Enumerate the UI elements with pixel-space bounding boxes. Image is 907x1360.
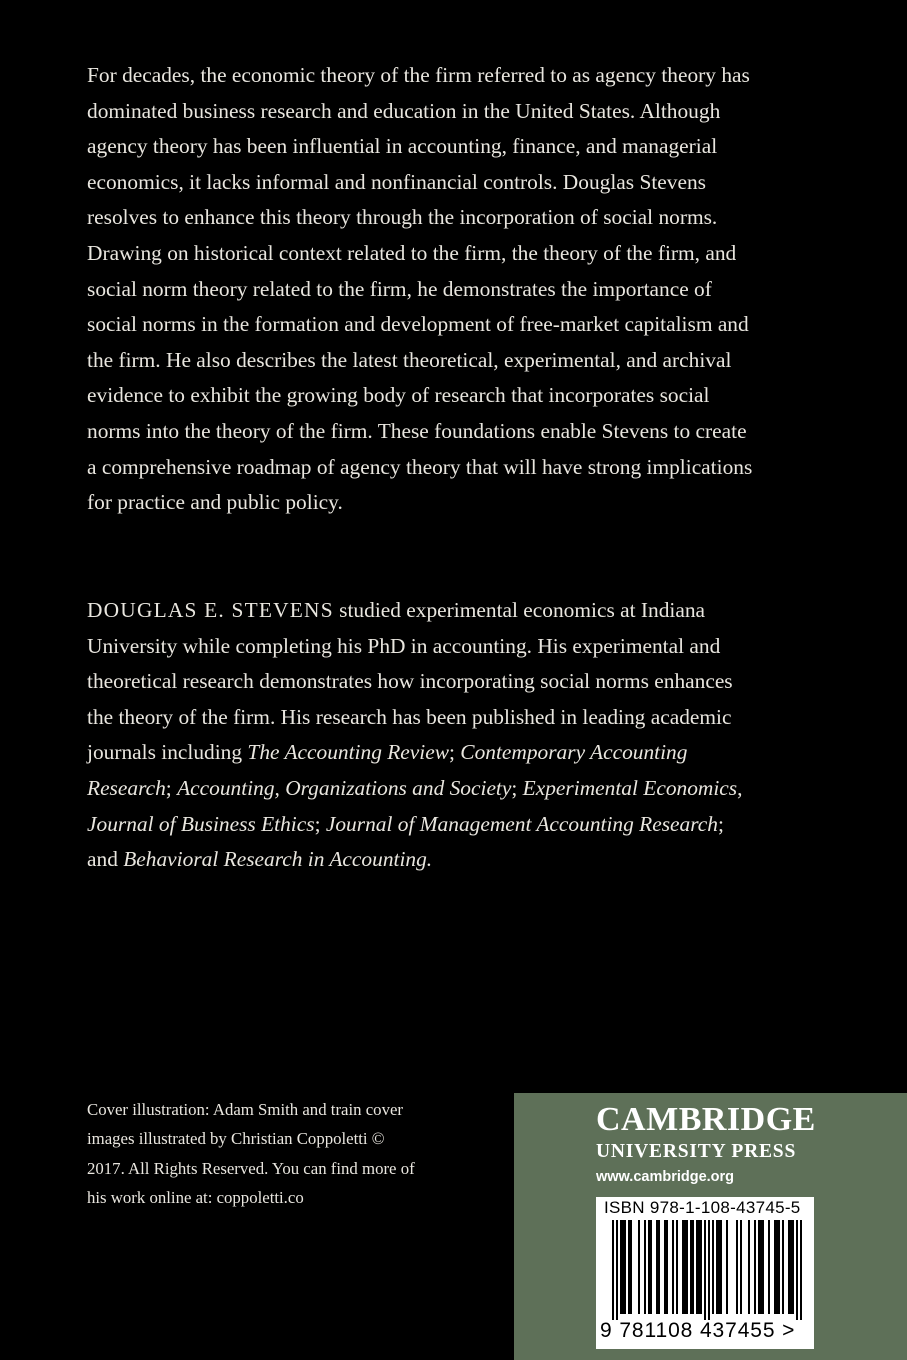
barcode-bar (790, 1220, 792, 1314)
barcode-bar (622, 1220, 624, 1314)
isbn-label: ISBN 978-1-108-43745-5 (604, 1198, 801, 1217)
separator: ; and (87, 811, 724, 872)
barcode-bar (726, 1220, 728, 1314)
journal-title: Journal of Management Accounting Research (325, 811, 718, 836)
separator: , (737, 775, 743, 800)
barcode-bar (658, 1220, 660, 1314)
barcode-bar (672, 1220, 674, 1314)
author-name: DOUGLAS E. STEVENS (87, 598, 334, 622)
barcode-digits: 9 781108 437455 > (600, 1319, 796, 1342)
barcode-bar (782, 1220, 784, 1314)
barcode-bar (718, 1220, 720, 1314)
barcode-bar (682, 1220, 684, 1314)
barcode-bar (656, 1220, 658, 1314)
back-cover-description: For decades, the economic theory of the firm referred to as agency theory has dominated business research and education in the United States. Although agency theory has been influential in accounting, finance, and managerial economics, it lacks informal and nonfinancial controls. Douglas Stevens resolves to enhance this theory through the incorporation of social norms. Drawing on historical context related to the firm, the theory of the firm, and social norm theory related to the firm, he demonstrates the importance of social norms in the formation and development of free-market capitalism and the firm. He also describes the latest theoretical, experimental, and archival evidence to exhibit the growing body of research that incorporates social norms into the theory of the firm. These foundations enable Stevens to create a comprehensive roadmap of agency theory that will have strong implications for practice and public policy. (87, 63, 753, 515)
barcode-bar (796, 1220, 798, 1320)
journal-title: Experimental Economics (522, 775, 738, 800)
barcode-bar (686, 1220, 688, 1314)
barcode-bar (762, 1220, 764, 1314)
barcode-bar (776, 1220, 778, 1314)
barcode-bar (774, 1220, 776, 1314)
barcode-bar (712, 1220, 714, 1314)
barcode-bar (666, 1220, 668, 1314)
journal-title: Behavioral Research in Accounting. (123, 847, 433, 872)
barcode-bar (648, 1220, 650, 1314)
barcode-bar (630, 1220, 632, 1314)
barcode-bar (704, 1220, 706, 1320)
barcode-bar (788, 1220, 790, 1314)
separator: ; (449, 740, 461, 765)
barcode-bar (800, 1220, 802, 1320)
barcode-bar (616, 1220, 618, 1320)
publisher-url[interactable]: www.cambridge.org (596, 1169, 735, 1185)
author-bio-text: studied experimental economics at Indiana University while completing his PhD in accounting. His experimental and theoretical research demonstrates how incorporating social norms enhances the theory of the firm. His research has been published in leading academic journals including (87, 598, 733, 765)
barcode-bar (754, 1220, 756, 1314)
barcode-bar (624, 1220, 626, 1314)
journal-title: Contemporary Accounting Research (87, 740, 688, 800)
barcode-bar (792, 1220, 794, 1314)
barcode-bar (708, 1220, 710, 1320)
barcode-bar (740, 1220, 742, 1314)
barcode-bar (692, 1220, 694, 1314)
barcode-bar (696, 1220, 698, 1314)
journal-title: The Accounting Review (247, 740, 449, 765)
barcode-bar (612, 1220, 614, 1320)
separator: ; (314, 811, 326, 836)
barcode-bar (676, 1220, 678, 1314)
barcode-bar (638, 1220, 640, 1314)
journal-title: Accounting, Organizations and Society (177, 775, 512, 800)
barcode-bar (700, 1220, 702, 1314)
barcode-bar (698, 1220, 700, 1314)
barcode-bar (620, 1220, 622, 1314)
barcode-bar (628, 1220, 630, 1314)
barcode-bar (650, 1220, 652, 1314)
publisher-subtitle: UNIVERSITY PRESS (596, 1141, 797, 1162)
barcode-bar (716, 1220, 718, 1314)
separator: ; (165, 775, 178, 800)
journal-title: Journal of Business Ethics (87, 811, 315, 836)
publisher-logo: CAMBRIDGE (596, 1101, 816, 1138)
barcode-bar (664, 1220, 666, 1314)
barcode-bar (736, 1220, 738, 1314)
barcode-box (596, 1197, 814, 1349)
barcode-bar (720, 1220, 722, 1314)
barcode-bar (768, 1220, 770, 1314)
barcode-bar (760, 1220, 762, 1314)
barcode-bar (778, 1220, 780, 1314)
barcode-bar (684, 1220, 686, 1314)
publisher-panel (514, 1093, 907, 1360)
barcode-bar (644, 1220, 646, 1314)
barcode-icon (596, 1220, 814, 1320)
separator: ; (511, 775, 523, 800)
barcode-bar (758, 1220, 760, 1314)
barcode-bar (748, 1220, 750, 1314)
barcode-bar (690, 1220, 692, 1314)
cover-illustration-credit: Cover illustration: Adam Smith and train cover images illustrated by Christian Coppoletti © 2017. All Rights Reserved. You can find more of his work online at: coppoletti.co (87, 1100, 415, 1208)
author-bio (87, 593, 759, 878)
